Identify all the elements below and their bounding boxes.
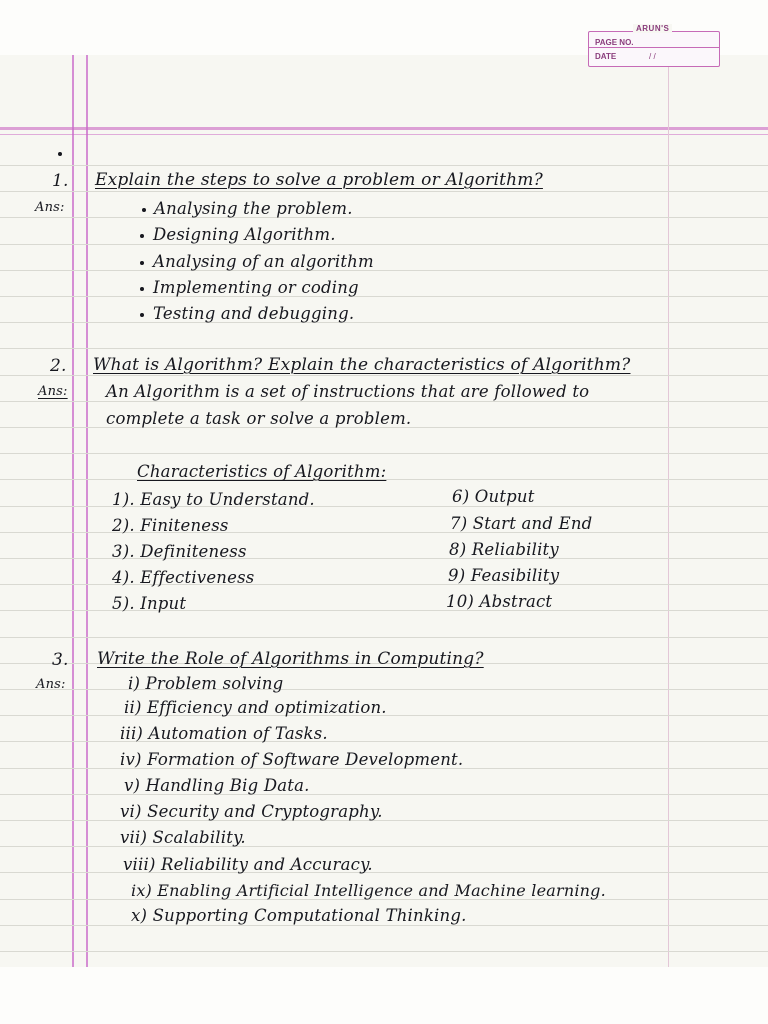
q1-number: 1.	[52, 171, 69, 191]
ruled-line	[0, 165, 768, 166]
characteristic-item: 7) Start and End	[450, 514, 593, 533]
q3-number: 3.	[52, 650, 69, 670]
ruled-line	[0, 191, 768, 192]
ruled-line	[0, 872, 768, 873]
role-item: vi) Security and Cryptography.	[120, 802, 383, 821]
date-label: DATE	[595, 52, 617, 61]
ruled-line	[0, 375, 768, 376]
characteristic-item: 8) Reliability	[449, 540, 559, 559]
q1-question: Explain the steps to solve a problem or Algorithm?	[95, 170, 543, 190]
role-item: i) Problem solving	[128, 674, 284, 693]
q2-answer-line-2: complete a task or solve a problem.	[106, 409, 412, 428]
ruled-line	[0, 741, 768, 742]
role-item: v) Handling Big Data.	[124, 776, 310, 795]
q1-bullet-4: Implementing or coding	[153, 278, 359, 297]
q3-answer-label: Ans:	[36, 677, 66, 692]
role-item: ix) Enabling Artificial Intelligence and Machine learning.	[131, 881, 606, 900]
q2-answer-line-1: An Algorithm is a set of instructions that are followed to	[106, 382, 590, 401]
ruled-line	[0, 296, 768, 297]
q1-bullet-2: Designing Algorithm.	[153, 225, 336, 244]
role-item: vii) Scalability.	[120, 828, 246, 847]
role-item: viii) Reliability and Accuracy.	[123, 855, 373, 874]
page-no-label: PAGE NO.	[595, 38, 634, 47]
role-item: iv) Formation of Software Development.	[120, 750, 464, 769]
role-item: x) Supporting Computational Thinking.	[131, 906, 467, 925]
ruled-line	[0, 453, 768, 454]
ruled-line	[0, 951, 768, 952]
date-slashes: / /	[649, 52, 656, 61]
ruled-line	[0, 689, 768, 690]
bullet-dot	[142, 208, 146, 212]
ruled-sheet	[0, 55, 768, 967]
ruled-line	[0, 794, 768, 795]
header-band	[0, 127, 768, 130]
bullet-dot	[140, 234, 144, 238]
ruled-line	[0, 637, 768, 638]
ruled-line	[0, 925, 768, 926]
characteristic-item: 3). Definiteness	[112, 542, 247, 561]
ruled-line	[0, 322, 768, 323]
brand-label: ARUN'S	[633, 24, 672, 33]
characteristic-item: 9) Feasibility	[448, 566, 560, 585]
q1-bullet-5: Testing and debugging.	[153, 304, 355, 323]
characteristic-item: 5). Input	[112, 594, 187, 613]
characteristic-item: 1). Easy to Understand.	[112, 490, 315, 509]
characteristic-item: 6) Output	[452, 487, 535, 506]
q3-question: Write the Role of Algorithms in Computing?	[97, 649, 484, 669]
page-date-box	[588, 24, 720, 67]
q1-bullet-3: Analysing of an algorithm	[153, 252, 374, 271]
q2-subheading: Characteristics of Algorithm:	[137, 462, 387, 481]
bullet-dot	[140, 313, 144, 317]
page-box-divider	[589, 47, 719, 48]
characteristic-item: 4). Effectiveness	[112, 568, 255, 587]
q2-number: 2.	[50, 356, 67, 376]
ruled-line	[0, 244, 768, 245]
header-band-thin	[0, 134, 768, 135]
q1-bullet-1: Analysing the problem.	[154, 199, 353, 218]
ruled-line	[0, 217, 768, 218]
q2-question: What is Algorithm? Explain the characteristics of Algorithm?	[93, 355, 631, 375]
bullet-dot	[140, 261, 144, 265]
ruled-line	[0, 846, 768, 847]
stray-dot	[58, 152, 62, 156]
characteristic-item: 2). Finiteness	[112, 516, 229, 535]
q2-answer-label: Ans:	[38, 384, 68, 399]
q1-answer-label: Ans:	[35, 200, 65, 215]
role-item: iii) Automation of Tasks.	[120, 724, 328, 743]
bullet-dot	[140, 287, 144, 291]
ruled-line	[0, 348, 768, 349]
role-item: ii) Efficiency and optimization.	[124, 698, 387, 717]
ruled-line	[0, 820, 768, 821]
ruled-line	[0, 270, 768, 271]
ruled-line	[0, 401, 768, 402]
characteristic-item: 10) Abstract	[446, 592, 553, 611]
